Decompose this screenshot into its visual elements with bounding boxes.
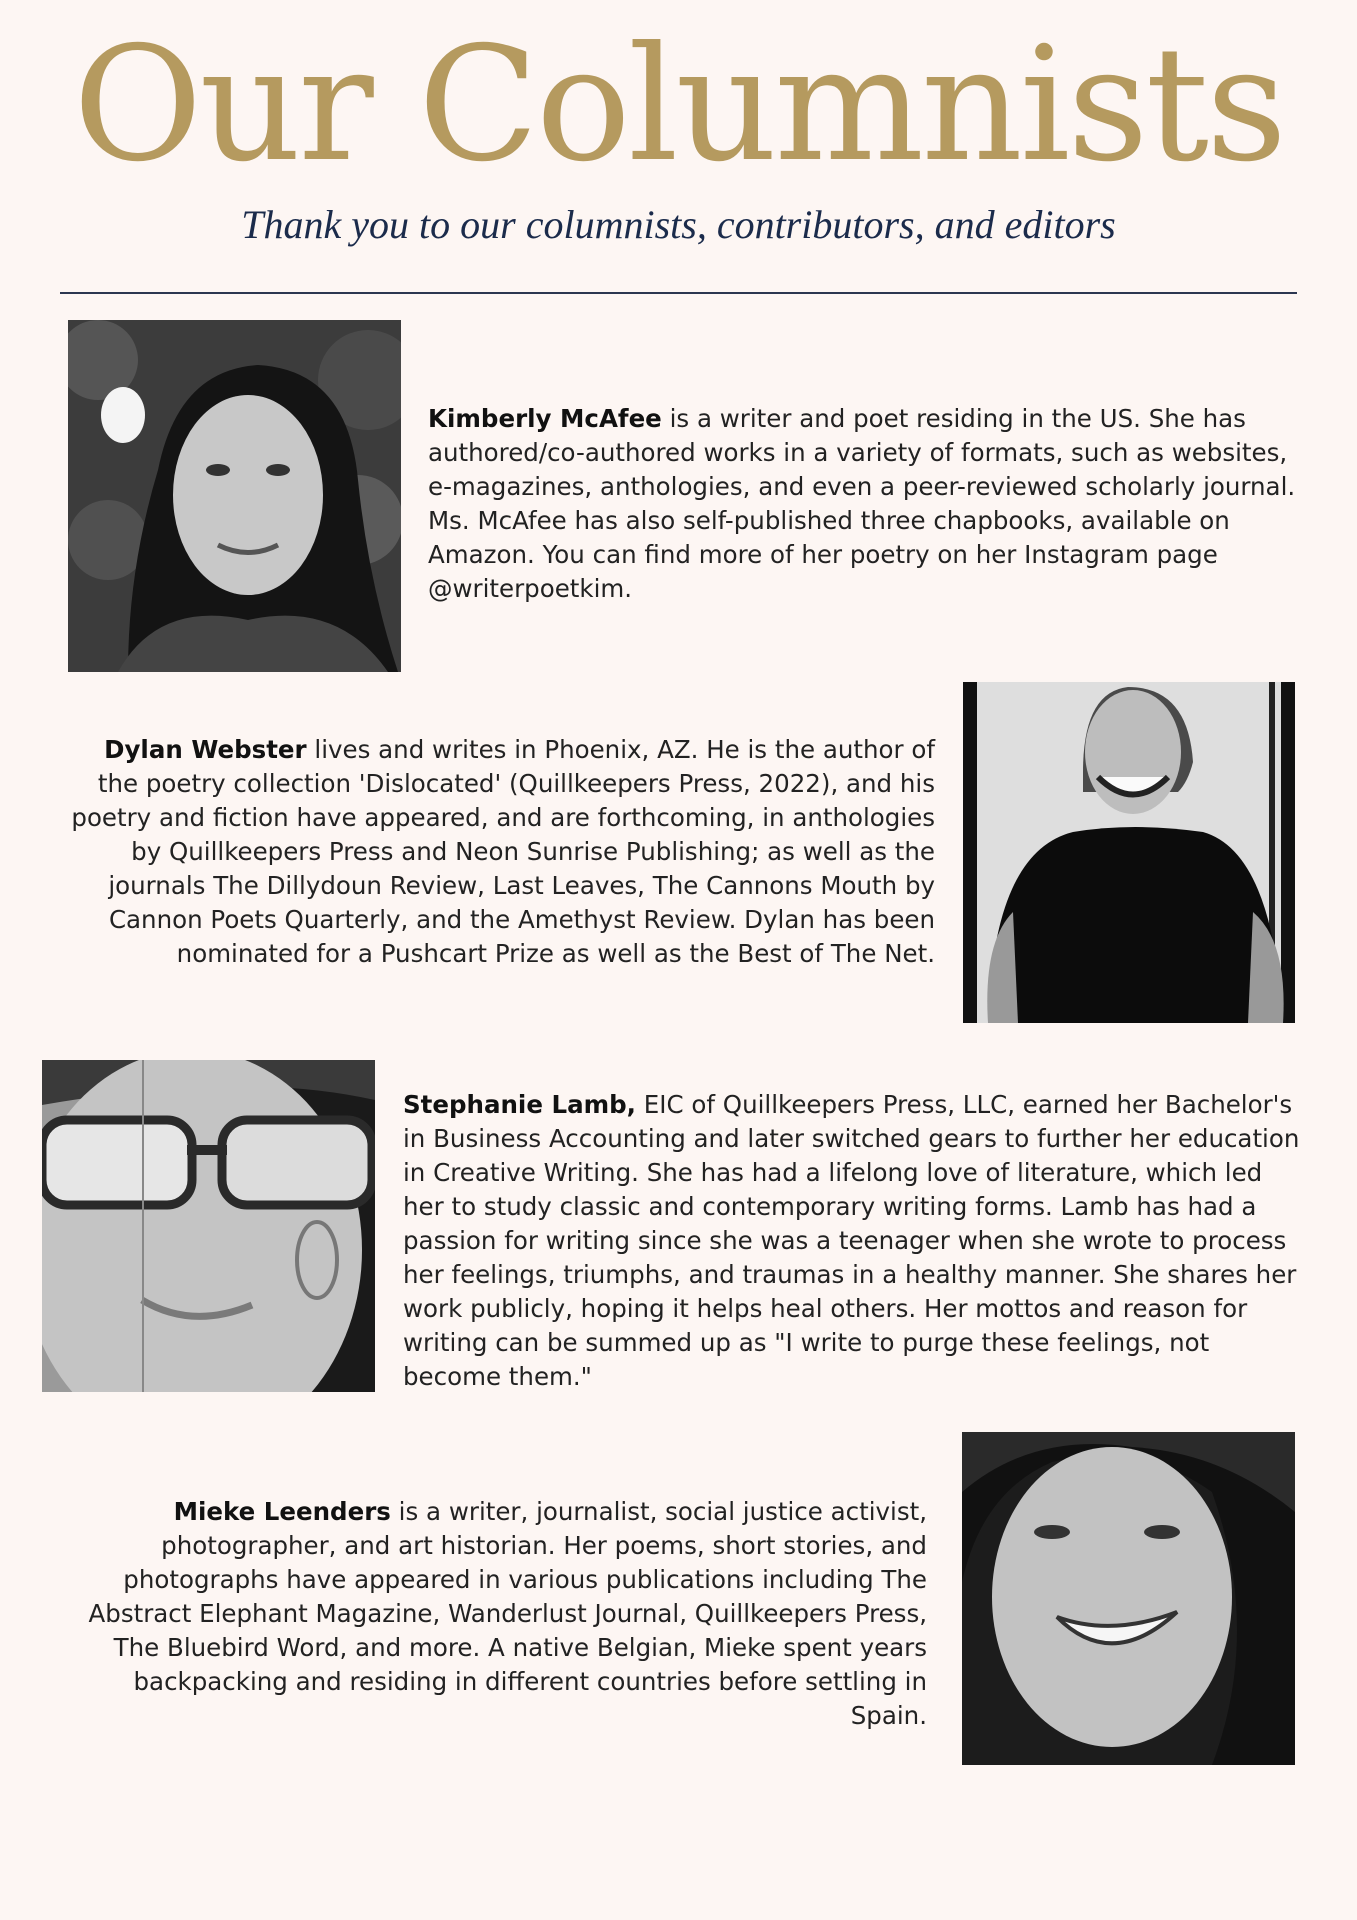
columnist-name: Kimberly McAfee [428, 404, 662, 433]
columnist-name: Mieke Leenders [173, 1497, 391, 1526]
page-subtitle: Thank you to our columnists, contributors, and editors [241, 202, 1116, 247]
columnist-bio-text: is a writer, journalist, social justice activist, photographer, and art historian. Her poems, short stories, and photographs have appeared in various publications including The Abstract Elephant Magazine, Wanderlust Journal, Quillkeepers Press, The Bluebird Word, and more. A native Belgian, Mieke spent years backpacking and residing in different countries before settling in Spain. [88, 1497, 927, 1730]
dylan-webster-photo [963, 682, 1295, 1023]
stephanie-lamb-photo [42, 1060, 375, 1392]
columnist-name: Dylan Webster [104, 735, 307, 764]
columnist-name: Stephanie Lamb, [403, 1090, 636, 1119]
dylan-webster-bio [60, 733, 935, 971]
columnist-bio-text: lives and writes in Phoenix, AZ. He is the author of the poetry collection 'Dislocated' (Quillkeepers Press, 2022), and his poetry and fiction have appeared, and are forthcoming, in anthologies by Quillkeepers Press and Neon Sunrise Publishing; as well as the journals The Dillydoun Review, Last Leaves, The Cannons Mouth by Cannon Poets Quarterly, and the Amethyst Review. Dylan has been nominated for a Pushcart Prize as well as the Best of The Net. [71, 735, 935, 968]
page-title: Our Columnists [72, 13, 1285, 197]
columnist-bio-text: is a writer and poet residing in the US. She has authored/co-authored works in a variety of formats, such as websites, e-magazines, anthologies, and even a peer-reviewed scholarly journal. Ms. McAfee has also self-published three chapbooks, available on Amazon. You can find more of her poetry on her Instagram page @writerpoetkim. [428, 404, 1296, 603]
header-divider [60, 292, 1297, 294]
stephanie-lamb-bio [403, 1088, 1308, 1394]
mieke-leenders-photo [962, 1432, 1295, 1765]
columnist-bio-text: EIC of Quillkeepers Press, LLC, earned her Bachelor's in Business Accounting and later switched gears to further her education in Creative Writing. She has had a lifelong love of literature, which led her to study classic and contemporary writing forms. Lamb has had a passion for writing since she was a teenager when she wrote to process her feelings, triumphs, and traumas in a healthy manner. She shares her work publicly, hoping it helps heal others. Her mottos and reason for writing can be summed up as "I write to purge these feelings, not become them." [403, 1090, 1300, 1391]
mieke-leenders-bio [52, 1495, 927, 1733]
kimberly-mcafee-bio [428, 402, 1308, 606]
kimberly-mcafee-photo [68, 320, 401, 672]
